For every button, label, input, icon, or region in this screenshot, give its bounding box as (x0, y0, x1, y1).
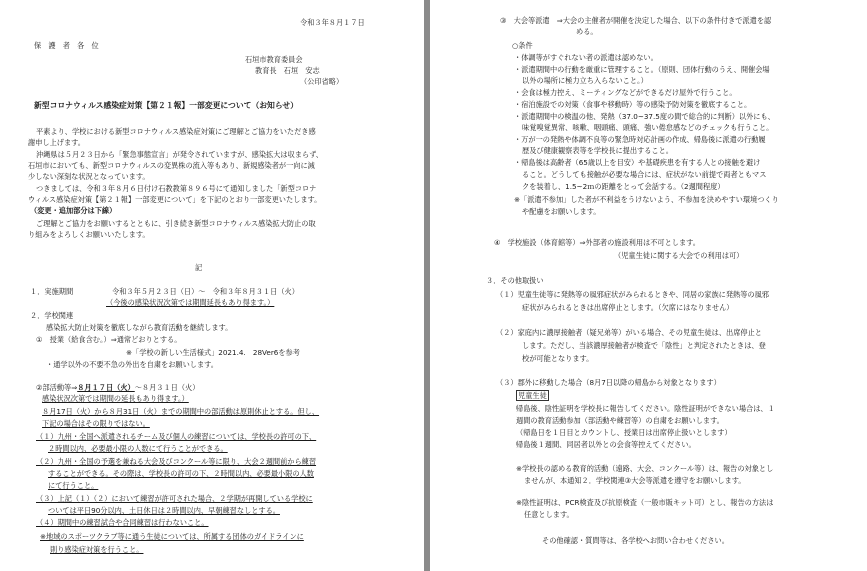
section-3-2-line-2: します。ただし、当該濃厚接触者が検査で「陰性」と判定されたときは、登 (522, 341, 766, 350)
section-3-1-line-2: 症状がみられるときは出席停止とします。（欠席にはなりません） (522, 303, 734, 312)
intro-line-4: 石垣市においても、新型コロナウィルスの変異株の流入等もあり、新規感染者が一向に減 (28, 161, 315, 170)
intro-line-3: 沖縄県は５月２３日から「緊急事態宣言」が発令されていますが、感染拡大は収まらず、 (36, 150, 323, 159)
student-box-label: 児童生徒 (518, 391, 547, 400)
section-2-2-line-2: ８月17日（火）から８月31日（火）までの期間中の部活動は原則休止とする。但し、 (42, 407, 320, 416)
intro-line-6: つきましては、令和３年８月６日付け石教教第８９６号にて通知しました「新型コロナ (36, 184, 317, 193)
section-2-2-item-1b: ２時間以内、必要最小限の人数にて行うことができる。 (48, 444, 228, 453)
section-3-2-line-3: 校が可能となります。 (522, 354, 594, 363)
condition-line: ・派遣期間中の検温の他、発熱（37.0~37.5度の間で総合的に判断）以外にも、 (514, 112, 775, 121)
section-2-4: ④ 学校施設（体育館等）⇒外部者の施設利用は不可とします。 (494, 238, 700, 247)
section-2-2-line-1: 感染状況次第では期間の延長もあり得ます。） (42, 394, 189, 403)
intro-line-5: 少しない深刻な状況となっています。 (28, 172, 150, 181)
section-2-1-ref: ※「学校の新しい生活様式」2021.4. 28Ver6を参考 (126, 348, 300, 357)
intro-line-7: ウィルス感染症対策【第２１報】一部変更について」を下記のとおり一部変更いたします。 (28, 195, 322, 204)
section-2-label: ２．学校関連 (30, 311, 74, 320)
document-page-1 (0, 0, 424, 571)
condition-line: ※「派遣不参加」した者が不利益をうけないよう、不参加を決めやすい環境つくり (514, 195, 779, 204)
sender-name: 教育長 石垣 安志 (255, 66, 320, 75)
section-2-2-item-5a: ※地域のスポーツクラブ等に通う生徒については、所属する団体のガイドラインに (40, 532, 304, 541)
condition-line: や配慮をお願いします。 (522, 207, 601, 216)
section-2-2-item-3b: ついては平日90分以内、土日休日は２時間以内、早朝練習なしとする。 (48, 506, 280, 515)
section-2-1: ① 授業（給食含む。）⇒通常どおりとする。 (36, 335, 182, 344)
section-2-2-item-2a: （２）九州・全国の予選を兼ねる大会及びコンクール等に限り、大会２週間前から練習 (36, 457, 317, 466)
condition-line: ・派遣期間中の行動を厳重に管理すること。（原則、団体行動のうえ、開催会場 (514, 65, 770, 74)
condition-line: ・帰島後は高齢者（65歳以上を目安）や基礎疾患を有する人との接触を避け (514, 158, 761, 167)
condition-line: ・万が一の発熱や体調不良等の緊急時対応計画の作成、帰島後に派遣の行動履 (514, 135, 766, 144)
intro-line-9: ご理解とご協力をお願いするとともに、引き続き新型コロナウィルス感染拡大防止の取 (36, 219, 316, 228)
doc-date: 令和３年８月１７日 (300, 18, 365, 27)
section-1-period: 令和３年５月２３日（日）～ 令和３年８月３１日（火） (112, 287, 299, 296)
section-3-2-line-1: （２）家庭内に濃厚接触者（疑兄弟等）がいる場合、その児童生徒は、出席停止と (496, 328, 762, 337)
section-2-2-item-5b: 則り感染症対策を行うこと。 (50, 545, 144, 554)
condition-line: ・会食は極力控え、ミーティングなどができるだけ屋外で行うこと。 (514, 88, 737, 97)
section-3-3-heading: （３）郡外に移動した場合（8月7日以降の帰島から対象となります） (496, 378, 721, 387)
section-2-intro: 感染拡大防止対策を徹底しながら教育活動を継続します。 (46, 323, 233, 332)
document-page-2 (430, 0, 867, 571)
intro-line-8: （変更・追加部分は下線） (30, 206, 117, 215)
section-3-3-line-1: 帰島後、陰性証明を学校長に報告してください。陰性証明ができない場合は、１ (516, 404, 775, 413)
sender-org: 石垣市教育委員会 (245, 55, 303, 64)
section-3-3-note-1b: ませんが、本通知２．学校関連③大会等派遣を遵守をお願いします。 (524, 476, 746, 485)
condition-line: 歴及び健康観察表等を学校長に提出すること。 (522, 146, 673, 155)
section-1-note: （今後の感染状況次第では期間延長もあり得ます。） (106, 298, 275, 307)
condition-line: ること。どうしても接触が必要な場合には、症状がない前提で両者ともマス (522, 170, 767, 179)
section-3-3-line-3: （帰島日を１日目とカウントし、授業日は出席停止扱いとします） (516, 428, 732, 437)
section-2-2-heading: ②部活動等⇒８月１７日（火）～８月３１日（火） (36, 383, 200, 392)
intro-line-1: 平素より、学校における新型コロナウィルス感染症対策にご理解とご協力をいただき感 (36, 127, 316, 136)
doc-title: 新型コロナウィルス感染症対策【第２１報】一部変更について（お知らせ） (34, 101, 298, 110)
intro-line-2: 謝申し上げます。 (28, 138, 85, 147)
section-2-2-item-3a: （３）上記（１）（２）において練習が許可された場合、２学期が再開している学校に (36, 494, 313, 503)
section-2-2-item-2b: することができる。その際は、学校長の許可の下、２時間以内、必要最小限の人数 (48, 469, 314, 478)
closing-line: その他確認・質問等は、各学校へお問い合わせください。 (542, 536, 729, 545)
addressee: 保 護 者 各 位 (34, 41, 99, 50)
condition-line: ・宿泊施設での対策（食事や移動時）等の感染予防対策を徹底すること。 (514, 100, 752, 109)
condition-line: 味覚嗅覚異常、咳嗽、咽頭痛、頭痛、強い倦怠感などのチェックも行うこと。 (522, 123, 774, 132)
condition-line: クを装着し、1.5~2ｍの距離をとって会話する。（2週間程度） (522, 182, 725, 191)
section-2-2-line-3: 下記の場合はその限りではない。 (42, 419, 150, 428)
section-3-3-note-2b: 任意とします。 (524, 510, 574, 519)
section-3-label: ３．その他取扱い (486, 276, 544, 285)
section-3-3-note-2a: ※陰性証明は、PCR検査及び抗原検査（一般市販キット可）とし、報告の方法は (516, 498, 774, 507)
section-2-2-item-4: （４）期間中の練習試合や合同練習は行わないこと。 (36, 518, 209, 527)
seal-note: （公印省略） (300, 77, 344, 86)
section-2-2-item-2c: にて行うこと。 (48, 481, 99, 490)
conditions-heading: ○条件 (512, 41, 533, 50)
section-2-2-item-1a: （１）九州・全国へ派遣されるチーム及び個人の練習については、学校長の許可の下、 (36, 432, 317, 441)
section-2-3-line-2: める。 (576, 27, 598, 36)
section-1-label: １．実施期間 (30, 287, 74, 296)
condition-line: ・体調等がすぐれない者の派遣は認めない。 (514, 53, 658, 62)
ki-heading: 記 (195, 263, 203, 272)
section-3-3-line-2: 週間の教育活動参加（部活動や練習等）の自粛をお願いします。 (516, 416, 724, 425)
section-3-3-line-4: 帰島後１週間、同居者以外との会食等控えてください。 (516, 440, 696, 449)
intro-line-10: り組みをよろしくお願いいたします。 (28, 230, 150, 239)
section-2-1-note: ・通学以外の不要不急の外出を自粛をお願いします。 (46, 360, 218, 369)
section-3-1-line-1: （１）児童生徒等に発熱等の風邪症状がみられるときや、同居の家族に発熱等の風邪 (496, 290, 769, 299)
section-2-4-note: （児童生徒に関する大会での利用は可） (614, 251, 744, 260)
condition-line: 以外の場所に極力立ち入らないこと。） (522, 76, 648, 85)
section-3-3-note-1a: ※学校長の認める教育的活動（遠路、大会、コンクール等）は、報告の対象とし (516, 464, 774, 473)
section-2-3-line-1: ③ 大会等派遣 ⇒大会の主催者が開催を決定した場合、以下の条件付きで派遣を認 (500, 16, 772, 25)
